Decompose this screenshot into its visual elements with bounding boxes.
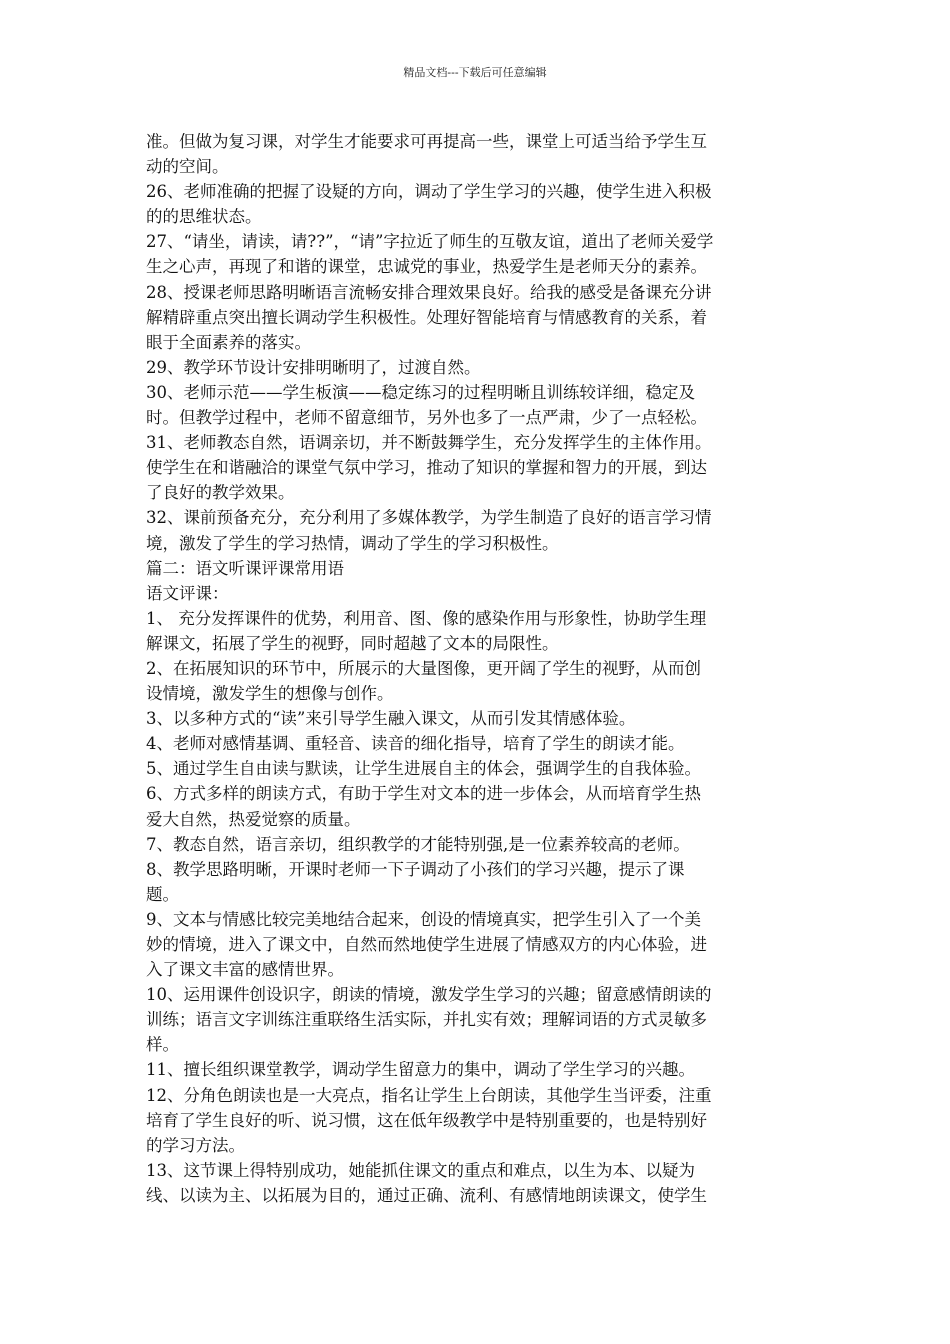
text-line: 2、在拓展知识的环节中，所展示的大量图像，更开阔了学生的视野，从而创 bbox=[146, 658, 701, 678]
text-line: 篇二：语文听课评课常用语 bbox=[146, 558, 344, 578]
text-line: 时。但教学过程中，老师不留意细节，另外也多了一点严肃，少了一点轻松。 bbox=[146, 408, 707, 428]
text-line: 11、擅长组织课堂教学，调动学生留意力的集中，调动了学生学习的兴趣。 bbox=[146, 1060, 695, 1080]
text-line: 12、分角色朗读也是一大亮点，指名让学生上台朗读，其他学生当评委，注重 bbox=[146, 1085, 712, 1105]
text-line: 样。 bbox=[146, 1035, 179, 1055]
text-line: 爱大自然，热爱觉察的质量。 bbox=[146, 809, 361, 829]
text-line: 6、方式多样的朗读方式，有助于学生对文本的进一步体会，从而培育学生热 bbox=[146, 784, 701, 804]
text-line: 题。 bbox=[146, 884, 179, 904]
text-line: 设情境，激发学生的想像与创作。 bbox=[146, 684, 394, 704]
text-line: 4、老师对感情基调、重轻音、读音的细化指导，培育了学生的朗读才能。 bbox=[146, 734, 685, 754]
text-line: 语文评课： bbox=[146, 583, 229, 603]
text-line: 31、老师教态自然，语调亲切，并不断鼓舞学生，充分发挥学生的主体作用。 bbox=[146, 433, 712, 453]
text-line: 3、以多种方式的“读”来引导学生融入课文，从而引发其情感体验。 bbox=[146, 709, 636, 729]
text-line: 生之心声，再现了和谐的课堂，忠诚党的事业，热爱学生是老师天分的素养。 bbox=[146, 257, 707, 277]
text-line: 入了课文丰富的感情世界。 bbox=[146, 960, 344, 980]
text-line: 7、教态自然，语言亲切，组织教学的才能特别强,是一位素养较高的老师。 bbox=[146, 834, 690, 854]
text-line: 解课文，拓展了学生的视野，同时超越了文本的局限性。 bbox=[146, 633, 559, 653]
text-line: 的学习方法。 bbox=[146, 1135, 245, 1155]
text-line: 1、 充分发挥课件的优势，利用音、图、像的感染作用与形象性，协助学生理 bbox=[146, 608, 707, 628]
text-line: 境，激发了学生的学习热情，调动了学生的学习积极性。 bbox=[146, 533, 559, 553]
page-header: 精品文档---下载后可任意编辑 bbox=[403, 66, 547, 79]
text-line: 27、“请坐，请读，请??”，“请”字拉近了师生的互敬友谊，道出了老师关爱学 bbox=[146, 232, 714, 252]
text-line: 了良好的教学效果。 bbox=[146, 483, 295, 503]
text-line: 眼于全面素养的落实。 bbox=[146, 332, 311, 352]
text-line: 10、运用课件创设识字，朗读的情境，激发学生学习的兴趣；留意感情朗读的 bbox=[146, 985, 712, 1005]
text-line: 妙的情境，进入了课文中，自然而然地使学生进展了情感双方的内心体验，进 bbox=[146, 935, 707, 954]
text-line: 的的思维状态。 bbox=[146, 207, 262, 227]
text-line: 28、授课老师思路明晰语言流畅安排合理效果良好。给我的感受是备课充分讲 bbox=[146, 282, 712, 302]
text-line: 32、课前预备充分，充分利用了多媒体教学，为学生制造了良好的语言学习情 bbox=[146, 508, 712, 528]
text-line: 26、老师准确的把握了设疑的方向，调动了学生学习的兴趣，使学生进入积极 bbox=[146, 182, 712, 202]
text-line: 动的空间。 bbox=[146, 157, 229, 177]
text-line: 8、教学思路明晰，开课时老师一下子调动了小孩们的学习兴趣，提示了课 bbox=[146, 859, 685, 879]
text-line: 培育了学生良好的听、说习惯，这在低年级教学中是特别重要的，也是特别好 bbox=[146, 1110, 707, 1130]
text-line: 30、老师示范——学生板演——稳定练习的过程明晰且训练较详细，稳定及 bbox=[146, 382, 695, 402]
text-line: 解精辟重点突出擅长调动学生积极性。处理好智能培育与情感教育的关系，着 bbox=[146, 307, 707, 327]
text-line: 使学生在和谐融洽的课堂气氛中学习，推动了知识的掌握和智力的开展，到达 bbox=[146, 458, 707, 478]
text-line: 9、文本与情感比较完美地结合起来，创设的情境真实，把学生引入了一个美 bbox=[146, 909, 701, 929]
text-line: 5、通过学生自由读与默读，让学生进展自主的体会，强调学生的自我体验。 bbox=[146, 759, 701, 779]
text-line: 29、教学环节设计安排明晰明了，过渡自然。 bbox=[146, 357, 481, 377]
text-line: 训练；语言文字训练注重联络生活实际，并扎实有效；理解词语的方式灵敏多 bbox=[146, 1010, 707, 1030]
text-line: 准。但做为复习课，对学生才能要求可再提高一些，课堂上可适当给予学生互 bbox=[146, 132, 707, 151]
text-line: 线、以读为主、以拓展为目的，通过正确、流利、有感情地朗读课文，使学生 bbox=[146, 1185, 707, 1205]
document-body bbox=[146, 129, 800, 1208]
text-line: 13、这节课上得特别成功，她能抓住课文的重点和难点，以生为本、以疑为 bbox=[146, 1160, 695, 1180]
